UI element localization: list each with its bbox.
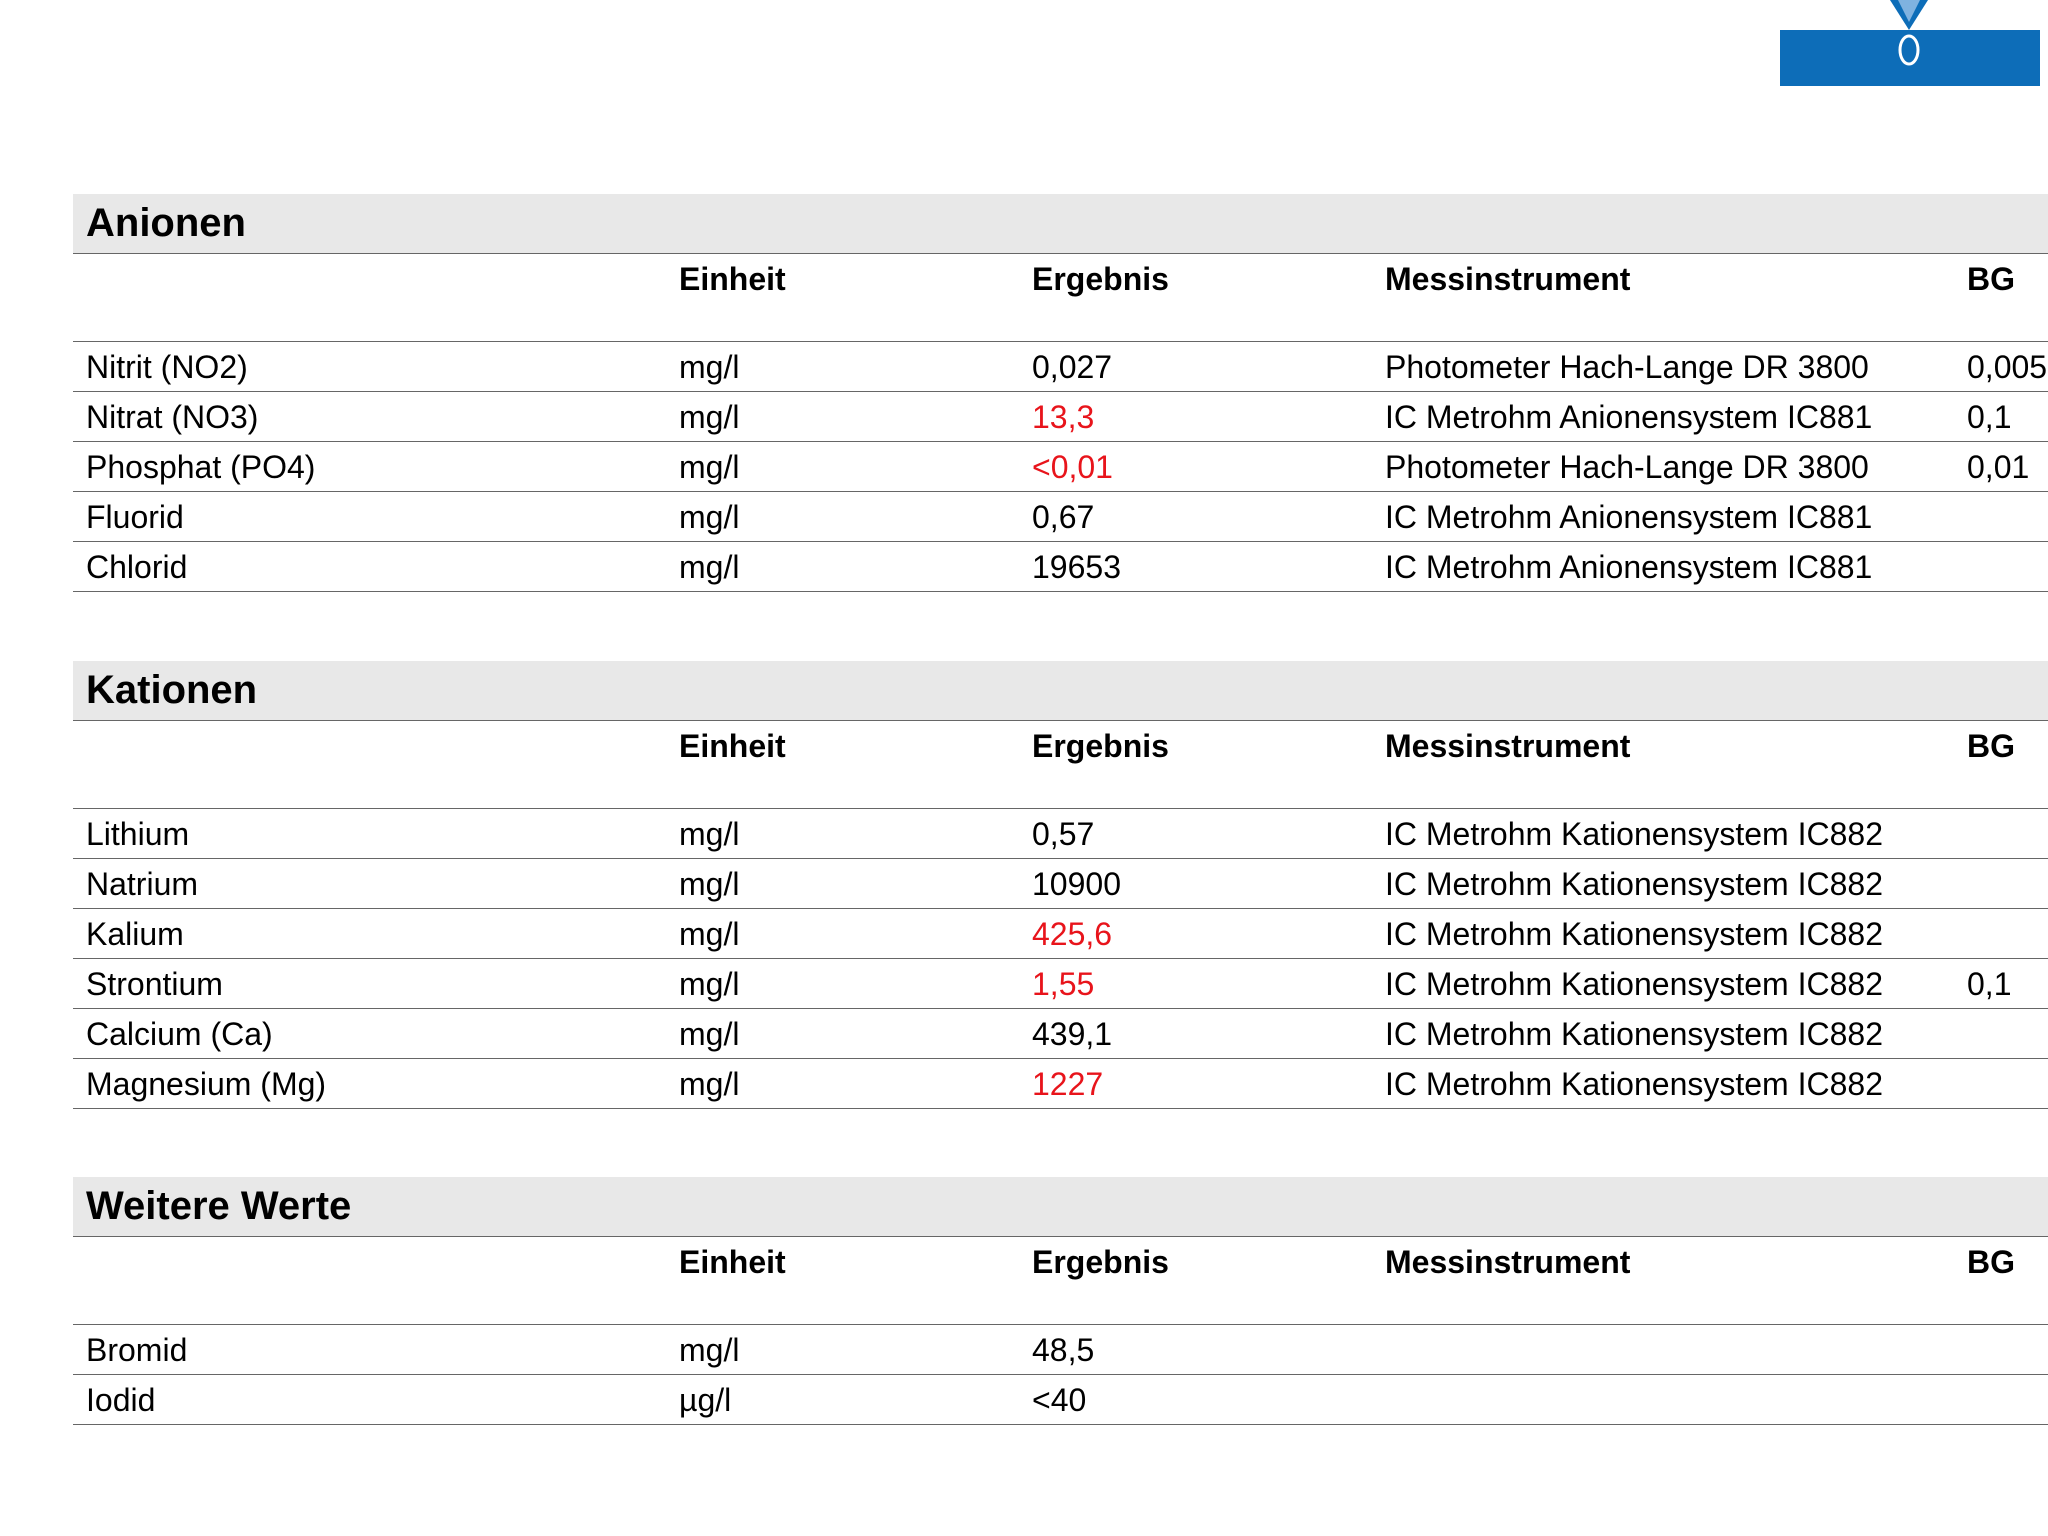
row-unit: mg/l [679,866,740,902]
section-title: Weitere Werte [86,1184,352,1228]
row-unit: mg/l [679,349,740,385]
table-row [73,1375,2048,1425]
table-row [73,442,2048,492]
row-instrument: IC Metrohm Kationensystem IC882 [1385,1066,1883,1102]
row-unit: mg/l [679,499,740,535]
column-header-unit: Einheit [679,261,786,297]
column-header-row [73,254,2048,342]
table-row [73,959,2048,1009]
row-name: Strontium [86,966,223,1002]
row-result: <40 [1032,1382,1087,1418]
row-instrument: IC Metrohm Anionensystem IC881 [1385,499,1873,535]
row-name: Lithium [86,816,190,852]
row-result: 13,3 [1032,399,1095,435]
row-instrument: Photometer Hach-Lange DR 3800 [1385,449,1869,485]
table-row [73,492,2048,542]
table-row [73,342,2048,392]
table-row [73,809,2048,859]
row-unit: mg/l [679,449,740,485]
table-row [73,859,2048,909]
row-instrument: IC Metrohm Anionensystem IC881 [1385,399,1873,435]
row-unit: mg/l [679,1016,740,1052]
table-row [73,1009,2048,1059]
column-header-result: Ergebnis [1032,1244,1169,1280]
table-row [73,1059,2048,1109]
row-unit: µg/l [679,1382,732,1418]
column-header-result: Ergebnis [1032,261,1169,297]
row-bg: 0,005 [1967,349,2048,385]
weitere-werte-section [73,1177,2048,1425]
row-name: Natrium [86,866,199,902]
water-drop-logo-icon [1780,0,2040,86]
row-bg: 0,1 [1967,966,2012,1002]
row-instrument: IC Metrohm Kationensystem IC882 [1385,1016,1883,1052]
table-row [73,542,2048,592]
row-result: 425,6 [1032,916,1113,952]
row-name: Chlorid [86,549,188,585]
row-name: Iodid [86,1382,156,1418]
table-row [73,1325,2048,1375]
row-unit: mg/l [679,1066,740,1102]
row-instrument: IC Metrohm Anionensystem IC881 [1385,549,1873,585]
row-result: 48,5 [1032,1332,1095,1368]
row-unit: mg/l [679,1332,740,1368]
column-header-result: Ergebnis [1032,728,1169,764]
row-result: 1227 [1032,1066,1104,1102]
row-name: Nitrit (NO2) [86,349,248,385]
column-header-instrument: Messinstrument [1385,261,1631,297]
anionen-section [73,194,2048,592]
table-row [73,392,2048,442]
column-header-bg: BG [1967,1244,2015,1280]
row-name: Calcium (Ca) [86,1016,273,1052]
section-header [73,661,2048,721]
row-name: Kalium [86,916,184,952]
row-name: Bromid [86,1332,188,1368]
row-result: 0,57 [1032,816,1095,852]
row-name: Fluorid [86,499,184,535]
row-result: 19653 [1032,549,1121,585]
row-unit: mg/l [679,966,740,1002]
row-result: <0,01 [1032,449,1113,485]
section-title: Anionen [86,201,246,245]
row-result: 0,027 [1032,349,1113,385]
column-header-instrument: Messinstrument [1385,1244,1631,1280]
row-unit: mg/l [679,399,740,435]
row-name: Phosphat (PO4) [86,449,316,485]
row-instrument: IC Metrohm Kationensystem IC882 [1385,866,1883,902]
section-title: Kationen [86,668,258,712]
row-name: Nitrat (NO3) [86,399,259,435]
row-unit: mg/l [679,816,740,852]
row-bg: 0,01 [1967,449,2030,485]
kationen-section [73,661,2048,1109]
table-row [73,909,2048,959]
row-bg: 0,1 [1967,399,2012,435]
column-header-bg: BG [1967,261,2015,297]
row-instrument: IC Metrohm Kationensystem IC882 [1385,816,1883,852]
row-unit: mg/l [679,549,740,585]
row-result: 0,67 [1032,499,1095,535]
row-result: 1,55 [1032,966,1095,1002]
column-header-row [73,1237,2048,1325]
row-result: 10900 [1032,866,1121,902]
row-unit: mg/l [679,916,740,952]
row-name: Magnesium (Mg) [86,1066,327,1102]
section-header [73,1177,2048,1237]
column-header-unit: Einheit [679,1244,786,1280]
column-header-instrument: Messinstrument [1385,728,1631,764]
row-instrument: IC Metrohm Kationensystem IC882 [1385,966,1883,1002]
row-instrument: Photometer Hach-Lange DR 3800 [1385,349,1869,385]
column-header-bg: BG [1967,728,2015,764]
section-header [73,194,2048,254]
row-instrument: IC Metrohm Kationensystem IC882 [1385,916,1883,952]
column-header-unit: Einheit [679,728,786,764]
column-header-row [73,721,2048,809]
row-result: 439,1 [1032,1016,1113,1052]
